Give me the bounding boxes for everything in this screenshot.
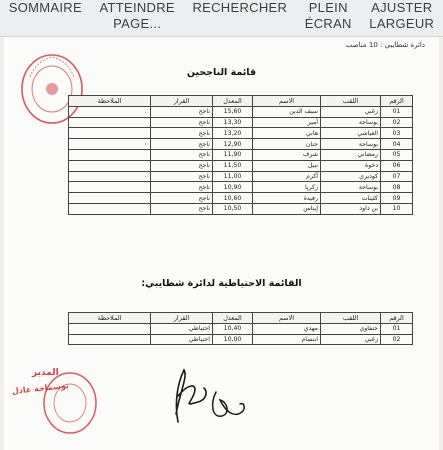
cell-note	[69, 117, 151, 128]
viewer-toolbar	[0, 0, 443, 37]
col-name: الاسم	[253, 313, 321, 324]
director-stamp-icon	[10, 357, 98, 439]
cell-note	[69, 106, 151, 117]
cell-number: 09	[381, 193, 413, 204]
cell-surname: رمضاني	[321, 149, 381, 160]
cell-number: 03	[381, 128, 413, 139]
cell-number: 07	[381, 171, 413, 182]
cell-number: 01	[381, 106, 413, 117]
cell-average: 13,30	[213, 117, 253, 128]
col-surname: اللقب	[321, 96, 381, 107]
cell-note	[69, 149, 151, 160]
cell-surname: العياشي	[321, 128, 381, 139]
cell-number: 04	[381, 139, 413, 150]
cell-decision: ناجح	[151, 128, 213, 139]
fullscreen-label-line2: ÉCRAN	[304, 16, 352, 31]
cell-average: 10,40	[213, 323, 253, 334]
stamp-title: المدير	[32, 368, 59, 378]
cell-number: 01	[381, 323, 413, 334]
col-number: الرقم	[381, 96, 413, 107]
cell-decision: احتياطي	[151, 334, 213, 345]
fullscreen-button[interactable]	[296, 0, 361, 36]
cell-surname: بن داود	[321, 203, 381, 214]
cell-decision: ناجح	[151, 193, 213, 204]
cell-surname: زغبي	[321, 334, 381, 345]
table-row	[69, 323, 413, 334]
district-header: دائرة شطايبي : 10 مناصب	[345, 41, 425, 49]
table-row	[69, 193, 413, 204]
fit-width-label-line2: LARGEUR	[369, 16, 435, 31]
cell-number: 02	[381, 117, 413, 128]
cell-surname: حنفاوي	[321, 323, 381, 334]
cell-note	[69, 182, 151, 193]
cell-name: أكرم	[253, 171, 321, 182]
cell-surname: دخوة	[321, 160, 381, 171]
fit-width-button[interactable]	[361, 0, 443, 36]
cell-average: 11,00	[213, 171, 253, 182]
cell-number: 05	[381, 149, 413, 160]
cell-note	[69, 160, 151, 171]
cell-average: 12,90	[213, 139, 253, 150]
col-decision: القرار	[151, 96, 213, 107]
cell-decision: ناجح	[151, 106, 213, 117]
table-row	[69, 182, 413, 193]
fit-width-label-line1: AJUSTER	[371, 0, 433, 15]
cell-name: شرف	[253, 149, 321, 160]
cell-name: ابتسام	[253, 334, 321, 345]
cell-surname: بوساحة	[321, 182, 381, 193]
cell-decision: ناجح	[151, 149, 213, 160]
col-note: الملاحظة	[69, 313, 151, 324]
reserve-list-title: القائمة الاحتياطية لدائرة شطايبي:	[141, 278, 302, 289]
go-to-page-label-line2: PAGE...	[113, 16, 162, 31]
col-number: الرقم	[381, 313, 413, 324]
col-name: الاسم	[253, 96, 321, 107]
reserve-list-table	[68, 312, 413, 345]
cell-number: 10	[381, 203, 413, 214]
table-row	[69, 149, 413, 160]
stamp-name: بوسماحة عادل	[11, 380, 70, 396]
col-decision: القرار	[151, 313, 213, 324]
cell-note	[69, 171, 151, 182]
cell-note	[69, 334, 151, 345]
cell-decision: ناجح	[151, 182, 213, 193]
cell-name: رفيدة	[253, 193, 321, 204]
cell-average: 10,90	[213, 182, 253, 193]
cell-surname: زغبي	[321, 106, 381, 117]
table-row	[69, 334, 413, 345]
signature-icon	[154, 362, 254, 432]
cell-name: أمير	[253, 117, 321, 128]
cell-average: 10,60	[213, 193, 253, 204]
cell-decision: ناجح	[151, 139, 213, 150]
table-row	[69, 160, 413, 171]
cell-average: 11,90	[213, 149, 253, 160]
cell-note	[69, 128, 151, 139]
table-row	[69, 171, 413, 182]
summary-button[interactable]	[0, 0, 91, 36]
cell-average: 10,50	[213, 203, 253, 214]
cell-decision: ناجح	[151, 203, 213, 214]
cell-name: هاني	[253, 128, 321, 139]
cell-name: زكريا	[253, 182, 321, 193]
cell-surname: بوساحة	[321, 139, 381, 150]
cell-name: سيف الدين	[253, 106, 321, 117]
cell-name: مهدي	[253, 323, 321, 334]
table-row	[69, 128, 413, 139]
cell-name: نبيل	[253, 160, 321, 171]
document-page	[4, 37, 439, 450]
passed-list-table	[68, 95, 413, 215]
table-row	[69, 106, 413, 117]
cell-surname: كوديري	[321, 171, 381, 182]
cell-decision: ناجح	[151, 160, 213, 171]
search-button[interactable]	[184, 0, 296, 36]
table-header-row	[69, 96, 413, 107]
cell-note	[69, 193, 151, 204]
passed-list-title: قائمة الناجحين	[186, 67, 257, 78]
cell-decision: ناجح	[151, 117, 213, 128]
cell-name: حنان	[253, 139, 321, 150]
cell-average: 13,20	[213, 128, 253, 139]
cell-surname: بوساحة	[321, 117, 381, 128]
cell-decision: ناجح	[151, 171, 213, 182]
table-row	[69, 139, 413, 150]
cell-number: 02	[381, 334, 413, 345]
summary-label: SOMMAIRE	[8, 0, 82, 15]
cell-note	[69, 323, 151, 334]
go-to-page-button[interactable]	[91, 0, 184, 36]
search-label: RECHERCHER	[192, 0, 288, 15]
cell-decision: احتياطي	[151, 323, 213, 334]
col-average: المعدل	[213, 96, 253, 107]
table-row	[69, 117, 413, 128]
cell-note	[69, 203, 151, 214]
cell-surname: كلينات	[321, 193, 381, 204]
col-note: الملاحظة	[69, 96, 151, 107]
go-to-page-label-line1: ATTEINDRE	[99, 0, 175, 15]
cell-average: 15,60	[213, 106, 253, 117]
cell-average: 10,00	[213, 334, 253, 345]
table-row	[69, 203, 413, 214]
col-average: المعدل	[213, 313, 253, 324]
fullscreen-label-line1: PLEIN	[308, 0, 348, 15]
table-header-row	[69, 313, 413, 324]
cell-number: 08	[381, 182, 413, 193]
col-surname: اللقب	[321, 313, 381, 324]
cell-average: 11,50	[213, 160, 253, 171]
cell-name: إيناس	[253, 203, 321, 214]
cell-note	[69, 139, 151, 150]
cell-number: 06	[381, 160, 413, 171]
